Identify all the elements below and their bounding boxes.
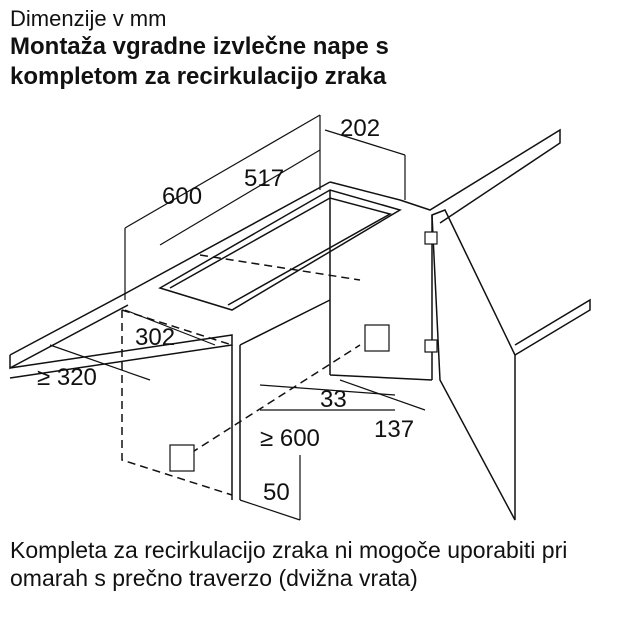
installation-drawing: [0, 100, 640, 530]
header: [10, 6, 630, 92]
dim-33: 33: [320, 386, 347, 413]
hinge-lower: [425, 340, 437, 352]
bracket-right: [365, 325, 389, 351]
dim-302: 302: [135, 324, 176, 351]
dim-600-min: ≥ 600: [260, 425, 320, 452]
bracket-left: [170, 445, 194, 471]
units-label: Dimenzije v mm: [10, 6, 167, 31]
footer-note: Kompleta za recirkulacijo zraka ni mogoče uporabiti pri omarah s prečno traverzo (dvižna vrata): [10, 537, 568, 591]
shelf-board: [10, 130, 560, 368]
title-line-1: Montaža vgradne izvlečne nape s: [10, 33, 389, 60]
dim-320-min: ≥ 320: [37, 364, 97, 391]
hinge-upper: [425, 232, 437, 244]
dim-517: 517: [244, 165, 285, 192]
dim-600: 600: [162, 183, 203, 210]
dim-137: 137: [374, 416, 415, 443]
cabinet-door: [432, 210, 515, 520]
dim-202: 202: [340, 115, 381, 142]
dim-50: 50: [263, 479, 290, 506]
title-line-2: kompletom za recirkulacijo zraka: [10, 63, 387, 90]
hidden-lines: [122, 255, 360, 495]
dimension-lines: [50, 115, 425, 520]
